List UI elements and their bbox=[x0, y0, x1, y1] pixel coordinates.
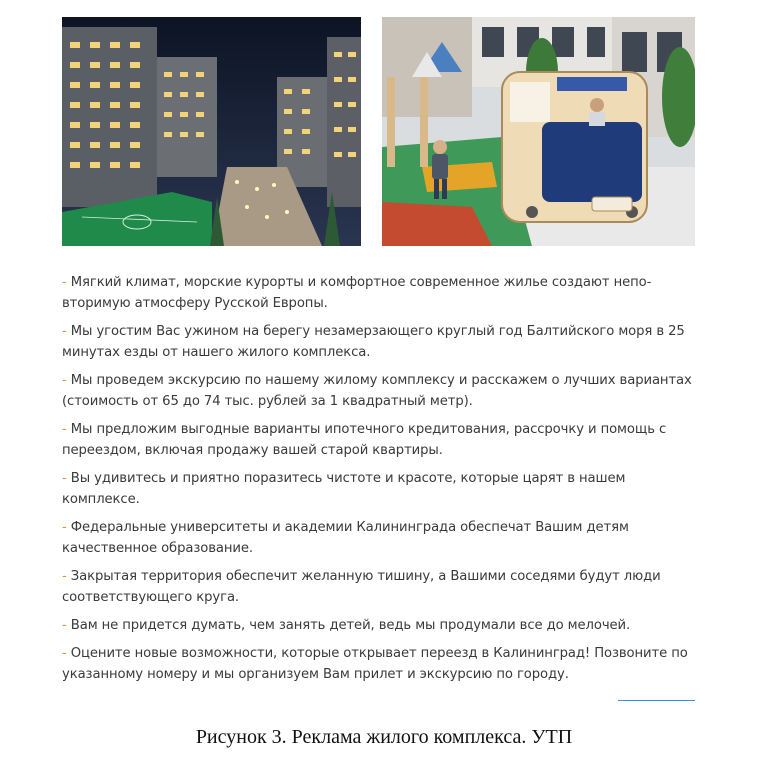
accent-underline bbox=[618, 700, 695, 701]
bullet-dash: - bbox=[62, 646, 71, 661]
list-item bbox=[62, 517, 702, 559]
playground-photo bbox=[382, 17, 695, 246]
list-item bbox=[62, 615, 702, 636]
bullet-dash: - bbox=[62, 618, 71, 633]
bullet-dash: - bbox=[62, 569, 71, 584]
figure-caption: Рисунок 3. Реклама жилого комплекса. УТП bbox=[195, 726, 573, 748]
list-item-text: Вам не придется думать, чем занять детей, ведь мы продумали все до мелочей. bbox=[70, 618, 631, 633]
night-complex-photo bbox=[62, 17, 361, 246]
list-item bbox=[62, 419, 702, 461]
list-item-text: Мы угостим Вас ужином на берегу незамерзающего круглый год Балтийского моря в 25 минутах езды от нашего жилого комплекса. bbox=[62, 324, 685, 360]
list-item bbox=[62, 370, 702, 412]
list-item bbox=[62, 468, 702, 510]
list-item-text: Мы проведем экскурсию по нашему жилому комплексу и расскажем о лучших вариантах (стоимость от 65 до 74 тыс. рублей за 1 квадратный метр). bbox=[62, 373, 692, 409]
list-item-text: Оцените новые возможности, которые открывает переезд в Калининград! Позвоните по указанному номеру и мы организуем Вам прилет и экскурсию по городу. bbox=[62, 646, 688, 682]
bullet-dash: - bbox=[62, 275, 71, 290]
list-item-text: Вы удивитесь и приятно поразитесь чистоте и красоте, которые царят в нашем комплексе. bbox=[62, 471, 626, 507]
benefits-list bbox=[62, 272, 702, 692]
list-item bbox=[62, 643, 702, 685]
bullet-dash: - bbox=[62, 373, 71, 388]
list-item bbox=[62, 321, 702, 363]
list-item-text: Мягкий климат, морские курорты и комфортное современное жилье создают неповторимую атмосферу Русской Европы. bbox=[62, 275, 652, 311]
bullet-dash: - bbox=[62, 520, 71, 535]
list-item bbox=[62, 566, 702, 608]
list-item-text: Закрытая территория обеспечит желанную тишину, а Вашими соседями будут люди соответствующего круга. bbox=[62, 569, 661, 605]
list-item-text: Мы предложим выгодные варианты ипотечного кредитования, рассрочку и помощь с переездом, включая продажу вашей старой квартиры. bbox=[62, 422, 667, 458]
list-item bbox=[62, 272, 702, 314]
list-item-text: Федеральные университеты и академии Калининграда обеспечат Вашим детям качественное образование. bbox=[62, 520, 629, 556]
bullet-dash: - bbox=[62, 324, 71, 339]
bullet-dash: - bbox=[62, 422, 71, 437]
bullet-dash: - bbox=[62, 471, 71, 486]
